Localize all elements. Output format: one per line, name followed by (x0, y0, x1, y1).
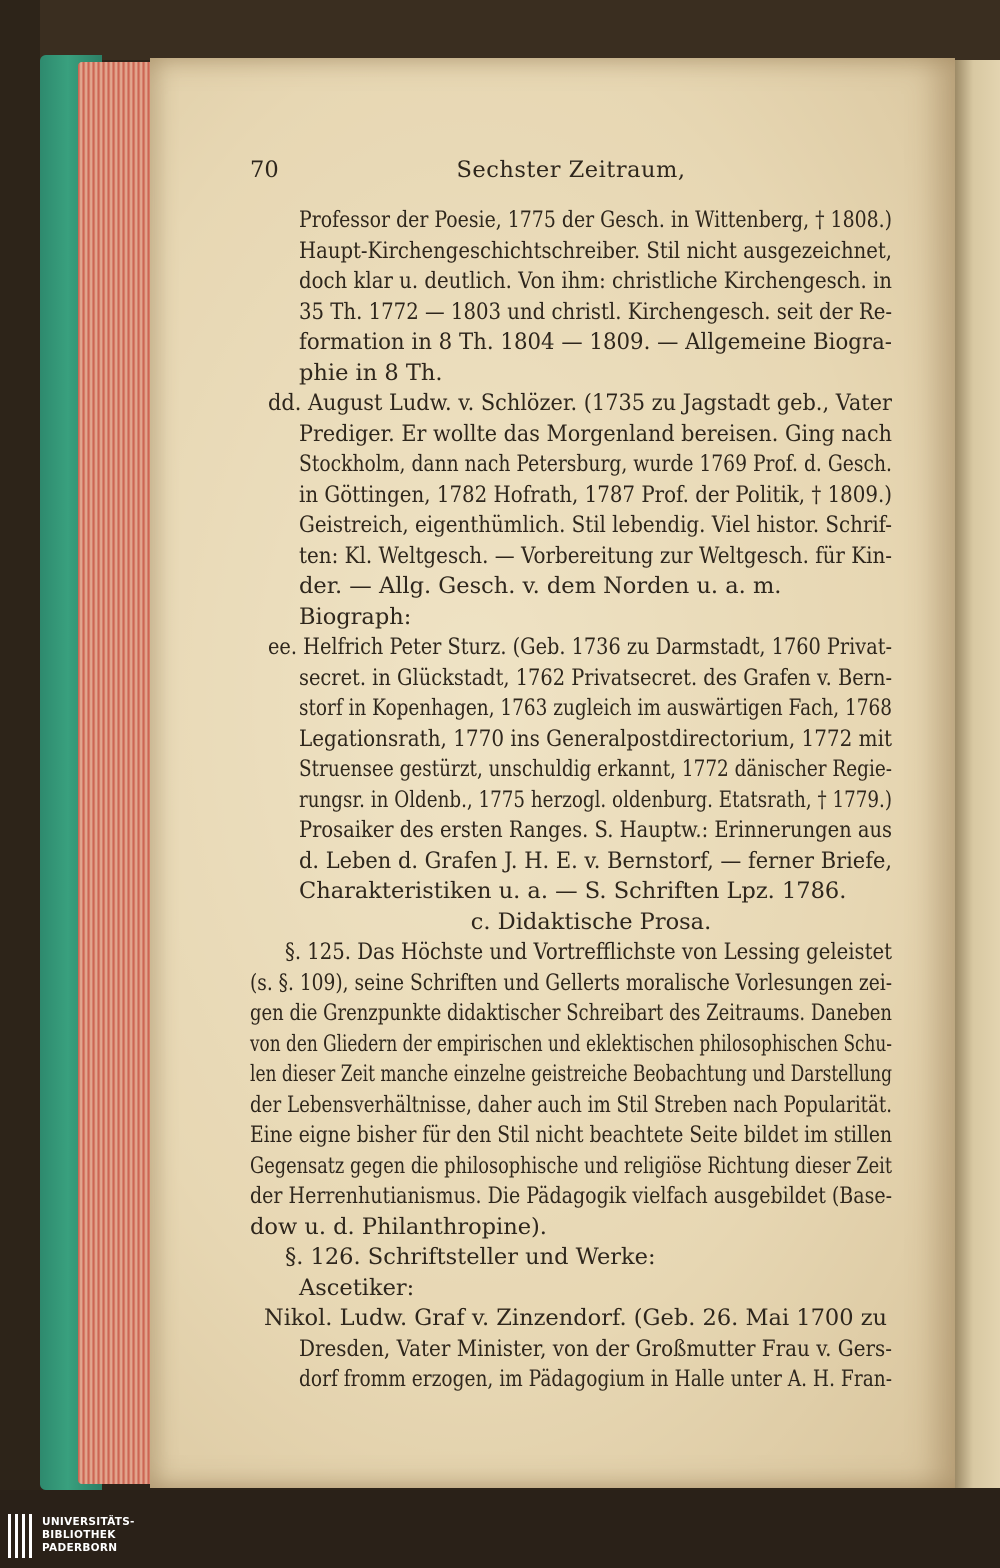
text-line: Haupt-Kirchengeschichtschreiber. Stil nicht ausgezeichnet, (299, 237, 892, 264)
library-logo (8, 1512, 148, 1562)
text-line: secret. in Glückstadt, 1762 Privatsecret. des Grafen v. Bern- (299, 664, 892, 691)
text-line: doch klar u. deutlich. Von ihm: christliche Kirchengesch. in (299, 268, 892, 294)
text-line: Prediger. Er wollte das Morgenland bereisen. Ging nach (299, 420, 892, 447)
paragraph-line: Gegensatz gegen die philosophische und religiöse Richtung dieser Zeit (250, 1152, 892, 1179)
page-edges-red (78, 62, 160, 1484)
text-line: Struensee gestürzt, unschuldig erkannt, 1772 dänischer Regie- (299, 756, 892, 782)
text-line: ten: Kl. Weltgesch. — Vorbereitung zur Weltgesch. für Kin- (299, 542, 892, 569)
section-label-biograph: Biograph: (299, 603, 412, 630)
text-line: Charakteristiken u. a. — S. Schriften Lpz. 1786. (299, 878, 847, 904)
text-line: storf in Kopenhagen, 1763 zugleich im auswärtigen Fach, 1768 (299, 695, 892, 721)
paragraph-line: gen die Grenzpunkte didaktischer Schreibart des Zeitraums. Daneben (250, 1000, 892, 1026)
running-title: Sechster Zeitraum, (456, 157, 686, 183)
bottom-background (0, 1490, 1000, 1568)
page-number: 70 (250, 157, 279, 183)
library-logo-text (42, 1516, 135, 1555)
text-line: Stockholm, dann nach Petersburg, wurde 1769 Prof. d. Gesch. (299, 451, 892, 477)
facing-page-edge (955, 60, 1000, 1488)
paragraph-line: der Lebensverhältnisse, daher auch im Stil Streben nach Popularität. (250, 1091, 892, 1118)
logo-line: UNIVERSITÄTS- (42, 1516, 135, 1528)
paragraph-line: dow u. d. Philanthropine). (250, 1213, 547, 1240)
text-line: dorf fromm erzogen, im Pädagogium in Halle unter A. H. Fran- (299, 1366, 892, 1392)
text-line: Professor der Poesie, 1775 der Gesch. in Wittenberg, † 1808.) (299, 207, 892, 233)
paragraph-line: §. 125. Das Höchste und Vortrefflichste von Lessing geleistet (285, 939, 892, 965)
text-line: Legationsrath, 1770 ins Generalpostdirectorium, 1772 mit (299, 725, 892, 752)
subsection-heading: §. 126. Schriftsteller und Werke: (285, 1244, 656, 1270)
text-line: formation in 8 Th. 1804 — 1809. — Allgemeine Biogra- (299, 329, 892, 355)
text-line: Prosaiker des ersten Ranges. S. Hauptw.: Erinnerungen aus (299, 817, 892, 843)
text-line: 35 Th. 1772 — 1803 und christl. Kirchengesch. seit der Re- (299, 298, 892, 325)
paragraph-line: von den Gliedern der empirischen und eklektischen philosophischen Schu- (250, 1030, 892, 1057)
logo-line: BIBLIOTHEK (42, 1529, 116, 1541)
paragraph-line: (s. §. 109), seine Schriften und Gellerts moralische Vorlesungen zei- (250, 969, 892, 996)
paragraph-line: der Herrenhutianismus. Die Pädagogik vielfach ausgebildet (Base- (250, 1183, 892, 1209)
paragraph-line: Eine eigne bisher für den Stil nicht beachtete Seite bildet im stillen (250, 1122, 892, 1148)
text-line: phie in 8 Th. (299, 359, 443, 386)
section-heading: c. Didaktische Prosa. (470, 908, 712, 935)
entry-line-dd: dd. August Ludw. v. Schlözer. (1735 zu Jagstadt geb., Vater (268, 390, 892, 416)
paragraph-line: len dieser Zeit manche einzelne geistreiche Beobachtung und Darstellung (250, 1061, 892, 1087)
library-logo-mark-icon (8, 1514, 36, 1558)
text-line: in Göttingen, 1782 Hofrath, 1787 Prof. der Politik, † 1809.) (299, 481, 892, 508)
entry-line-zinzendorf: Nikol. Ludw. Graf v. Zinzendorf. (Geb. 26. Mai 1700 zu (264, 1305, 888, 1331)
text-line: rungsr. in Oldenb., 1775 herzogl. oldenburg. Etatsrath, † 1779.) (299, 786, 892, 813)
cover-top-edge (40, 0, 1000, 60)
logo-line: PADERBORN (42, 1542, 118, 1554)
text-line: Geistreich, eigenthümlich. Stil lebendig. Viel histor. Schrif- (299, 512, 892, 538)
page-header (250, 155, 892, 199)
page-text (250, 155, 892, 1395)
text-line: d. Leben d. Grafen J. H. E. v. Bernstorf, — ferner Briefe, (299, 847, 892, 874)
section-label-ascetiker: Ascetiker: (299, 1274, 415, 1301)
text-line: Dresden, Vater Minister, von der Großmutter Frau v. Gers- (299, 1335, 892, 1362)
entry-line-ee: ee. Helfrich Peter Sturz. (Geb. 1736 zu Darmstadt, 1760 Privat- (268, 634, 892, 660)
text-line: der. — Allg. Gesch. v. dem Norden u. a. m. (299, 573, 782, 599)
